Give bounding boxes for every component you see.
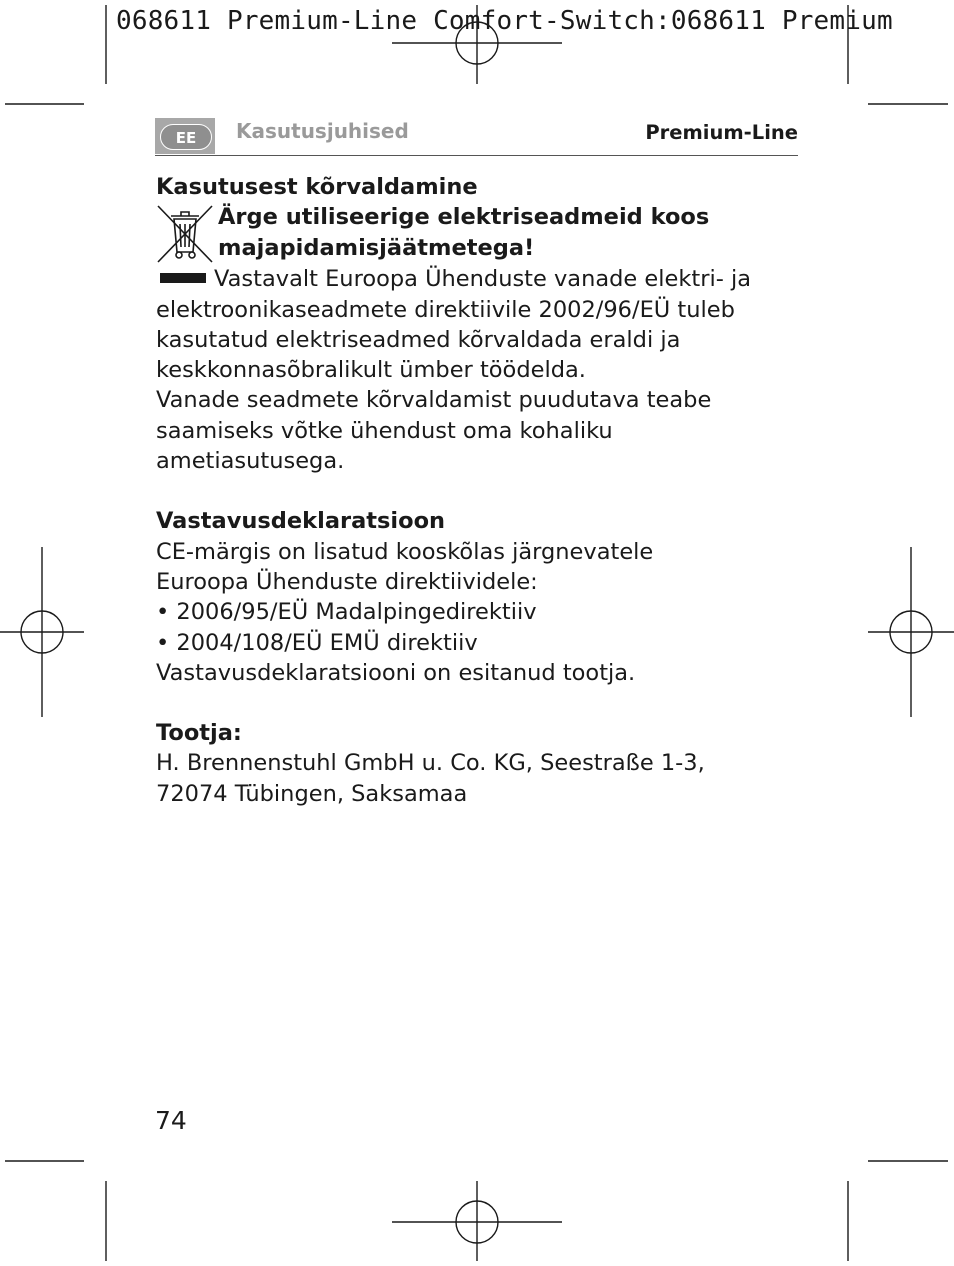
manufacturer-address-line: 72074 Tübingen, Saksamaa: [156, 780, 468, 807]
section-title: Kasutusjuhised: [236, 119, 409, 143]
disposal-warning: [156, 202, 816, 264]
conformity-heading: Vastavusdeklaratsioon: [156, 508, 446, 535]
manufacturer-address-line: H. Brennenstuhl GmbH u. Co. KG, Seestraße 1-3,: [156, 750, 705, 777]
disposal-text-line: Vanade seadmete kõrvaldamist puudutava teabe: [156, 387, 712, 414]
disposal-text-line: Vastavalt Euroopa Ühenduste vanade elektri- ja: [156, 264, 816, 294]
disposal-text-line: saamiseks võtke ühendust oma kohaliku: [156, 417, 613, 444]
language-badge-box: [155, 118, 215, 154]
conformity-text-line: Euroopa Ühenduste direktiividele:: [156, 568, 538, 595]
disposal-text-line: keskkonnasõbralikult ümber töödelda.: [156, 357, 586, 384]
disposal-text-line: elektroonikaseadmete direktiivile 2002/96/EÜ tuleb: [156, 296, 735, 323]
conformity-text-line: Vastavusdeklaratsiooni on esitanud tootja.: [156, 659, 636, 686]
directive-item: • 2006/95/EÜ Madalpingedirektiiv: [156, 599, 537, 626]
brand-name: Premium-Line: [645, 121, 798, 144]
disposal-text-line: kasutatud elektriseadmed kõrvaldada eraldi ja: [156, 326, 681, 353]
crossed-out-wheelie-bin-icon: [156, 204, 214, 264]
print-slug: 068611 Premium-Line Comfort-Switch:068611 Premium: [116, 6, 893, 36]
page-number: 74: [155, 1106, 187, 1135]
language-badge: EE: [160, 124, 212, 150]
solid-bar-icon: [160, 273, 206, 283]
disposal-heading: Kasutusest kõrvaldamine: [156, 174, 478, 200]
conformity-text-line: CE-märgis on lisatud kooskõlas järgnevatele: [156, 538, 654, 565]
disposal-text-line: ametiasutusega.: [156, 448, 345, 475]
page-header: [155, 117, 798, 156]
warning-line-1: Ärge utiliseerige elektriseadmeid koos: [218, 204, 710, 231]
warning-line-2: majapidamisjäätmetega!: [218, 234, 535, 261]
directive-item: • 2004/108/EÜ EMÜ direktiiv: [156, 629, 478, 656]
page-content: [156, 172, 816, 809]
manufacturer-heading: Tootja:: [156, 720, 242, 747]
